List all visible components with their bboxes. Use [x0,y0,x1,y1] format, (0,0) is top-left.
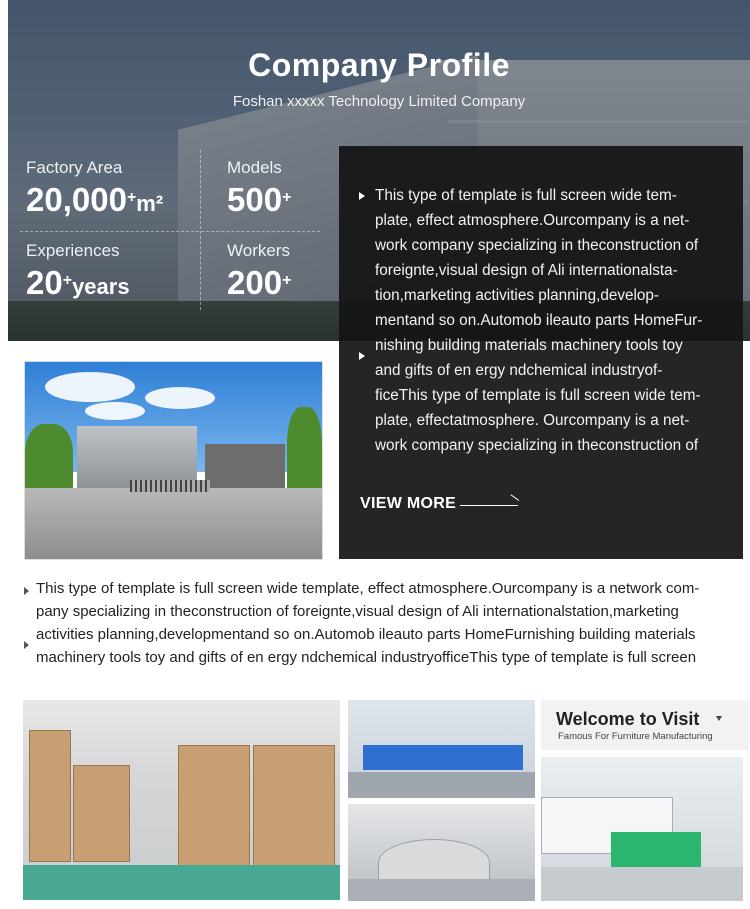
photo-tree [287,407,322,497]
profile-description [375,183,731,458]
factory-photo [24,361,323,560]
caret-down-icon[interactable] [716,716,722,721]
stat-value: 500+ [227,181,292,218]
triangle-right-icon [359,192,365,200]
photo-floor [348,772,535,798]
profile-panel [339,146,743,559]
triangle-right-icon [359,352,365,360]
stat-experiences [26,241,130,306]
photo-floor [23,865,340,900]
stat-label: Factory Area [26,158,123,177]
stat-value: 20,000+m² [26,181,164,218]
workshop-photo [348,804,535,901]
text-line: activities planning,developmentand so on.Automob ileauto parts HomeFurnishing building materials [36,626,696,643]
triangle-right-icon [24,641,29,649]
page-subtitle: Foshan xxxxx Technology Limited Company [232,93,526,110]
warehouse-photo [23,700,340,900]
text-line: foreignte,visual design of Ali internationalsta- [375,262,678,279]
text-line: tion,marketing activities planning,develop- [375,287,660,304]
stat-factory-area [26,158,163,223]
stats-divider-vertical [200,150,201,310]
text-line: This type of template is full screen wide tem- [375,187,677,204]
stats-divider-horizontal [20,231,320,232]
text-line: mentand so on.Automob ileauto parts HomeFur- [375,312,703,329]
text-line: nishing building materials machinery tools toy [375,337,683,354]
text-line: work company specializing in theconstruction of [375,237,699,254]
photo-machine [363,745,523,770]
welcome-subtitle: Famous For Furniture Manufacturing [558,731,713,742]
welcome-box [541,700,749,750]
text-line: plate, effectatmosphere. Ourcompany is a net- [375,412,690,429]
stat-label: Workers [227,241,290,260]
stat-models [227,158,291,219]
text-line: plate, effect atmosphere.Ourcompany is a net- [375,212,690,229]
stat-value: 20+years [26,264,130,301]
long-arrow-right-icon[interactable] [460,505,518,506]
text-line: pany specializing in theconstruction of foreignte,visual design of Ali internationalstation,marketing [36,603,679,620]
photo-cloud [45,372,135,402]
photo-tree [25,424,73,494]
long-arrow-right-icon-head [511,494,520,501]
stat-label: Experiences [26,241,120,260]
photo-gate [130,480,210,492]
stat-label: Models [227,158,282,177]
text-line: machinery tools toy and gifts of en ergy ndchemical industryofficeThis type of template is full screen [36,649,697,666]
photo-building [77,426,197,488]
text-line: work company specializing in theconstruction of [375,437,699,454]
photo-box-stack [29,730,71,862]
photo-box-stack [73,765,130,862]
photo-building [205,444,285,488]
photo-box-stack [178,745,250,872]
photo-road [25,488,322,559]
page-title: Company Profile [248,47,510,83]
text-line: This type of template is full screen wide template, effect atmosphere.Ourcompany is a network com- [36,580,700,597]
text-line: and gifts of en ergy ndchemical industryof- [375,362,663,379]
welcome-title: Welcome to Visit [556,709,700,729]
photo-cloud [145,387,215,409]
view-more-link[interactable]: VIEW MORE [360,495,457,512]
production-line-photo [348,700,535,798]
text-line: ficeThis type of template is full screen wide tem- [375,387,701,404]
photo-cloud [85,402,145,420]
photo-floor [348,879,535,901]
stat-value: 200+ [227,264,292,301]
photo-box-stack [253,745,335,872]
injection-machine-photo [541,757,743,901]
triangle-right-icon [24,587,29,595]
stat-workers [227,241,291,302]
company-description [36,577,736,669]
photo-floor [541,867,743,901]
